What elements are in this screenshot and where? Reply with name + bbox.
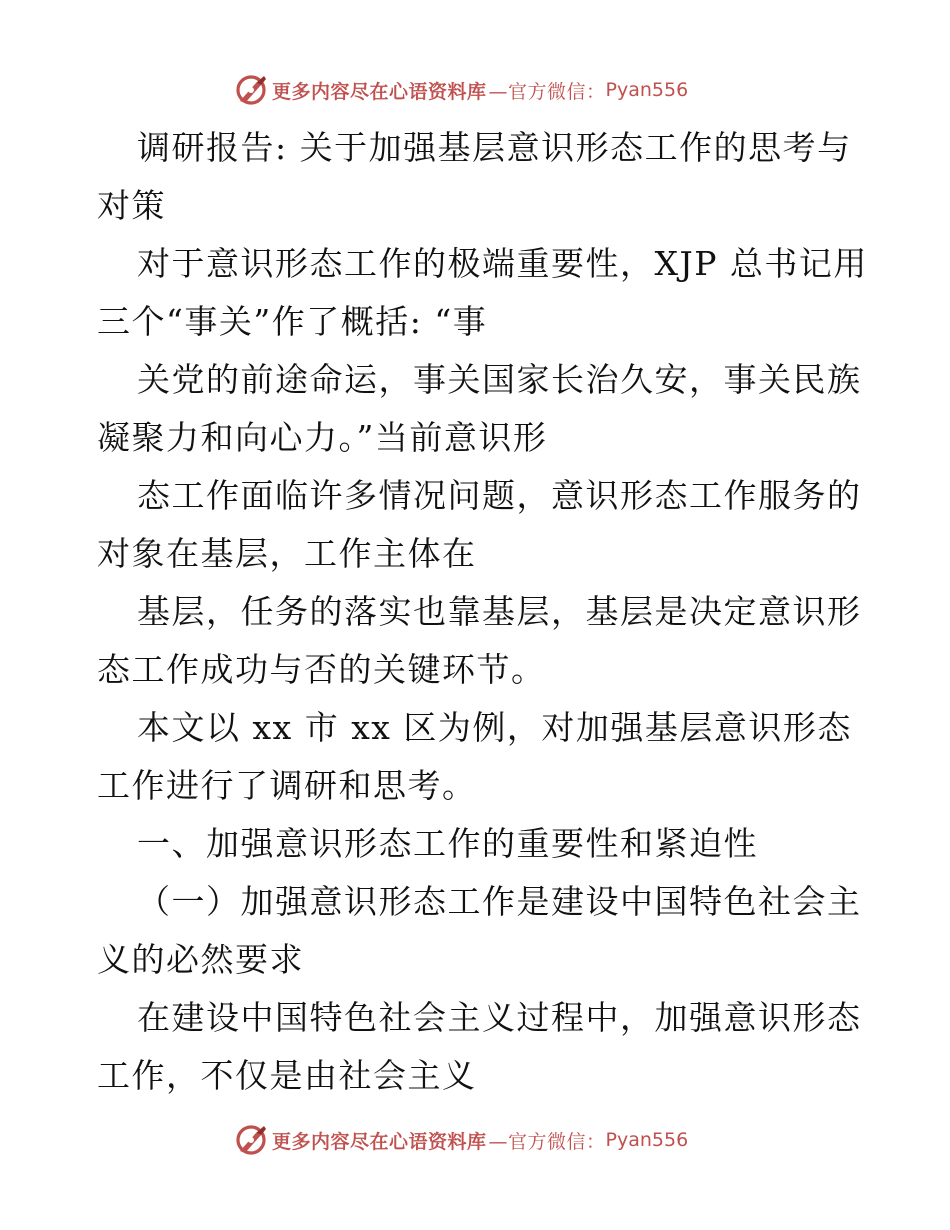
paragraph-line: 工作，不仅是由社会主义 xyxy=(97,1056,477,1095)
watermark-account: Pyan556 xyxy=(605,79,689,101)
paragraph-line: 关党的前途命运，事关国家长治久安，事关民族 xyxy=(137,360,862,399)
title-line-1: 调研报告: 关于加强基层意识形态工作的思考与 xyxy=(137,128,852,167)
title-line-2: 对策 xyxy=(97,186,166,225)
watermark-separator: —官方微信： xyxy=(488,1130,606,1153)
paragraph-line: 三个“事关”作了概括: “事 xyxy=(97,302,488,341)
paragraph-line: 基层，任务的落实也靠基层，基层是决定意识形 xyxy=(137,592,862,631)
subsection-heading-line-1: （一）加强意识形态工作是建设中国特色社会主 xyxy=(137,882,862,921)
watermark-separator: —官方微信： xyxy=(488,80,606,103)
document-body xyxy=(97,119,868,1105)
paragraph-line: 态工作成功与否的关键环节。 xyxy=(97,650,546,689)
header-watermark xyxy=(234,72,688,108)
paragraph-line: 工作进行了调研和思考。 xyxy=(97,766,477,805)
footer-watermark xyxy=(234,1122,688,1158)
watermark-brand: 更多内容尽在心语资料库 xyxy=(272,80,487,103)
section-heading: 一、加强意识形态工作的重要性和紧迫性 xyxy=(137,824,758,863)
paragraph-line: 本文以 xx 市 xx 区为例，对加强基层意识形态 xyxy=(137,708,852,747)
paragraph-line: 凝聚力和向心力。”当前意识形 xyxy=(97,418,548,457)
watermark-account: Pyan556 xyxy=(605,1129,689,1151)
pen-logo-icon xyxy=(234,73,268,107)
paragraph-line: 对于意识形态工作的极端重要性，XJP 总书记用 xyxy=(137,244,868,283)
paragraph-line: 态工作面临许多情况问题，意识形态工作服务的 xyxy=(137,476,862,515)
paragraph-line: 在建设中国特色社会主义过程中，加强意识形态 xyxy=(137,998,862,1037)
watermark-brand: 更多内容尽在心语资料库 xyxy=(272,1130,487,1153)
pen-logo-icon xyxy=(234,1123,268,1157)
paragraph-line: 对象在基层，工作主体在 xyxy=(97,534,477,573)
subsection-heading-line-2: 义的必然要求 xyxy=(97,940,304,979)
